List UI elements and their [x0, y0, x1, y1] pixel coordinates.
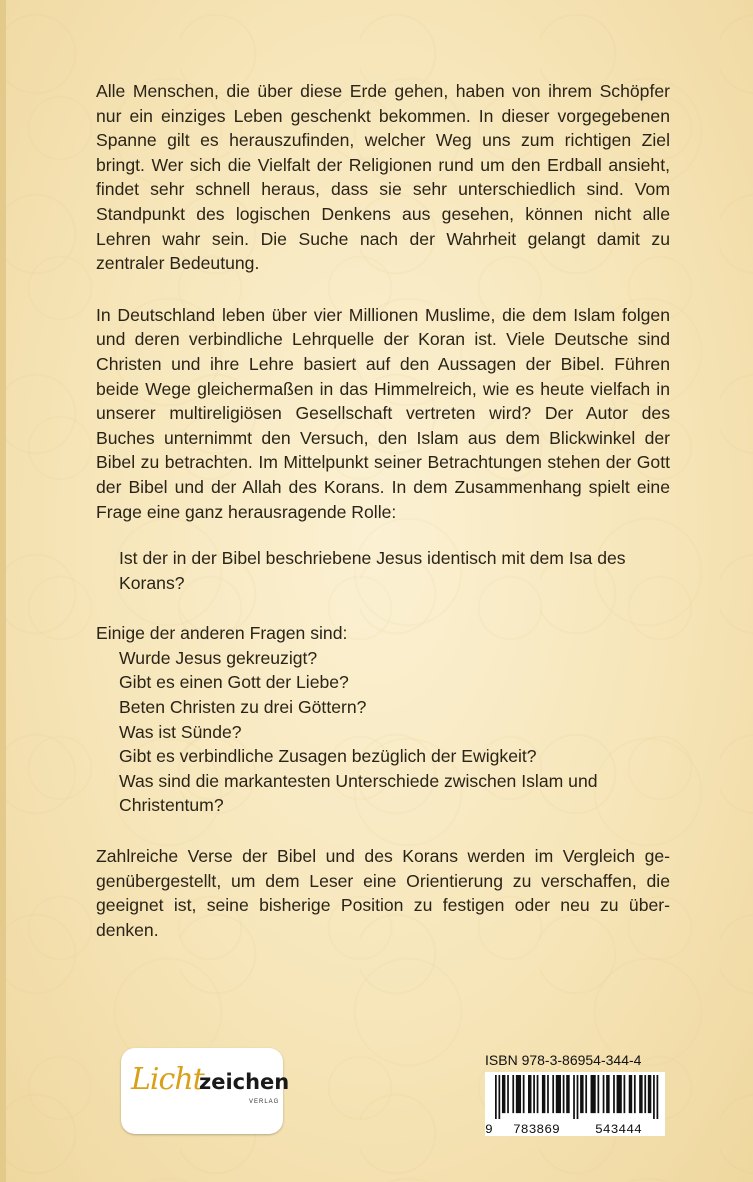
list-item: Beten Christen zu drei Göttern? [119, 697, 367, 718]
list-item: Gibt es einen Gott der Liebe? [119, 672, 349, 693]
logo-zeichen-text: zeichen [199, 1070, 290, 1094]
publisher-logo [121, 1048, 290, 1134]
list-item: Gibt es verbindliche Zusagen bezüglich der Ewigkeit? [119, 746, 537, 767]
isbn-digit-first: 9 [485, 1122, 493, 1137]
list-item: Was ist Sünde? [119, 721, 242, 742]
context-paragraph: In Deutschland leben über vier Millionen Muslime, die dem Islam folgen und deren verbindliche Lehrquelle der Koran ist. Viele Deutsche sind Christen und ihre Lehre basiert auf den Aussagen der Bibel. Führen beide Wege gleichermaßen in das Himmelreich, wie es heute vielfach in unserer multireligiösen Gesellschaft vertreten wird? Der Autor des Buches unternimmt den Versuch, den Islam aus dem Blickwinkel der Bibel zu betrachten. Im Mittelpunkt seiner Betrachtungen stehen der Gott der Bibel und der Allah des Korans. In dem Zusammenhang spielt eine Frage eine ganz herausragende Rolle: [96, 304, 670, 522]
other-questions-intro: Einige der anderen Fragen sind: [96, 623, 348, 644]
list-item: Wurde Jesus gekreuzigt? [119, 647, 318, 668]
logo-licht-text: Licht [131, 1062, 204, 1097]
logo-verlag-text: VERLAG [249, 1099, 280, 1105]
closing-paragraph: Zahlreiche Verse der Bibel und des Korans werden im Vergleich gegenübergestellt, um dem Leser eine Orientierung zu verschaffen, die geeignet ist, seine bisherige Position zu festigen oder neu zu überdenken. [96, 846, 670, 940]
other-questions-list [96, 646, 670, 818]
back-cover-text [96, 79, 670, 942]
cover-spine-edge [0, 0, 6, 1182]
isbn-block [485, 1052, 665, 1137]
isbn-label: ISBN 978-3-86954-344-4 [485, 1052, 642, 1068]
list-item: Was sind die markantesten Unterschiede zwischen Islam und Christentum? [119, 770, 598, 816]
isbn-digits-left: 783869 [513, 1122, 560, 1137]
isbn-digits-right: 543444 [595, 1122, 642, 1137]
barcode-icon [495, 1075, 660, 1119]
key-question: Ist der in der Bibel beschriebene Jesus identisch mit dem Isa des Korans? [119, 548, 626, 593]
intro-paragraph: Alle Menschen, die über diese Erde gehen, haben von ihrem Schöpfer nur ein einziges Leben geschenkt bekommen. In dieser vorgegebenen Spanne gilt es herauszufinden, welcher Weg uns zum richtigen Ziel bringt. Wer sich die Vielfalt der Religionen rund um den Erdball ansieht, findet sehr schnell heraus, dass sie sehr unterschiedlich sind. Vom Standpunkt des logischen Denkens aus gesehen, können nicht alle Lehren wahr sein. Die Suche nach der Wahrheit gelangt damit zu zentraler Bedeutung. [96, 81, 670, 274]
